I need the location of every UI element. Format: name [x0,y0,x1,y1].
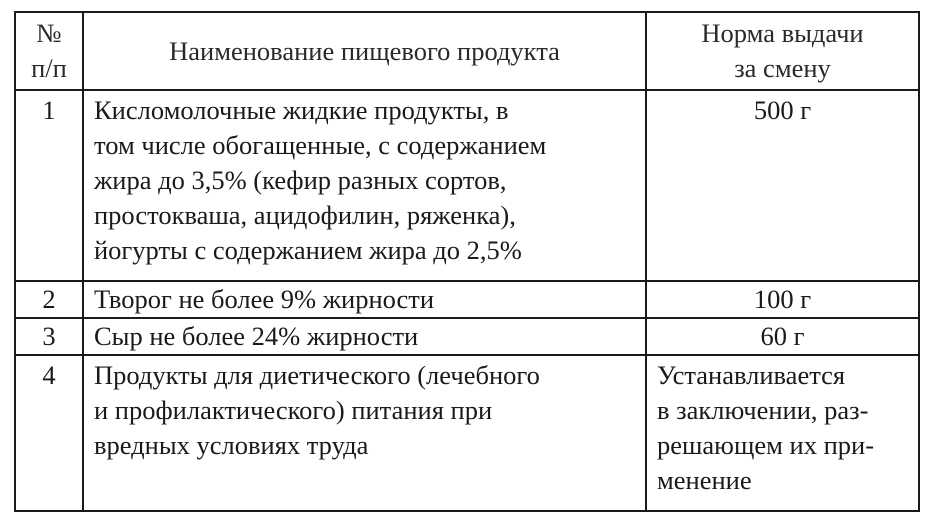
row-name: Продукты для диетического (лечебного и профилактического) питания при вредных условиях труда [83,355,646,511]
row-norm: 60 г [646,318,919,355]
table-header-row [15,12,919,90]
row-norm: Устанавливается в заключении, раз- решающем их при- менение [646,355,919,511]
table-row [15,90,919,281]
row-name: Творог не более 9% жирности [83,281,646,318]
row-norm: 500 г [646,90,919,281]
row-num: 1 [15,90,83,281]
row-num: 3 [15,318,83,355]
table-row [15,318,919,355]
row-name: Кисломолочные жидкие продукты, в том числе обогащенные, с содержанием жира до 3,5% (кефир разных сортов, простокваша, ацидофилин, ряженка), йогурты с содержанием жира до 2,5% [83,90,646,281]
header-num: № п/п [15,12,83,90]
table-row [15,281,919,318]
food-norms-table [14,11,920,512]
row-norm: 100 г [646,281,919,318]
row-num: 4 [15,355,83,511]
header-norm: Норма выдачи за смену [646,12,919,90]
header-name: Наименование пищевого продукта [83,12,646,90]
row-name: Сыр не более 24% жирности [83,318,646,355]
table-row [15,355,919,511]
row-num: 2 [15,281,83,318]
